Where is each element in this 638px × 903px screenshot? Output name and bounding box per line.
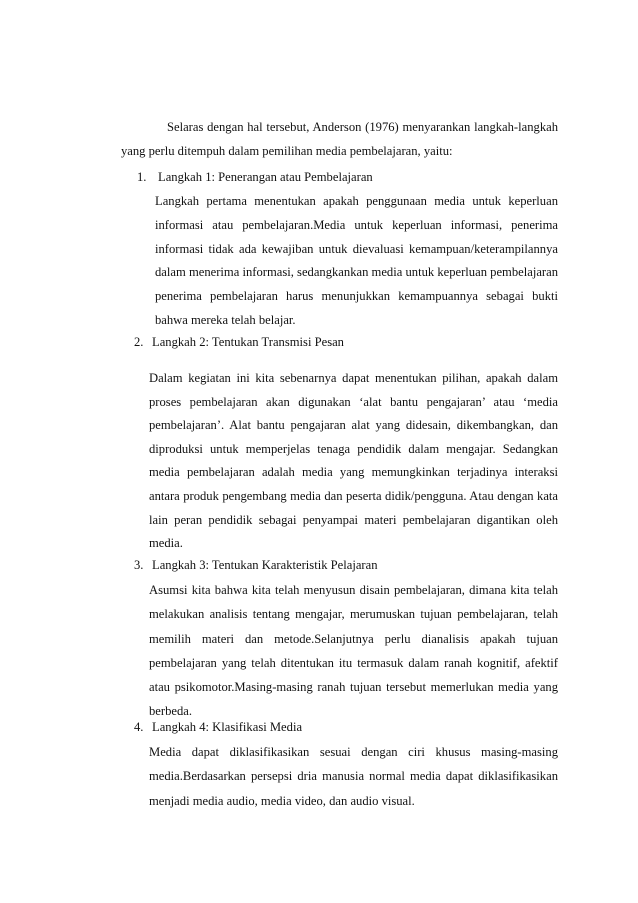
step-2-number: 2. [134,335,144,349]
step-1-body: Langkah pertama menentukan apakah penggunaan media untuk keperluan informasi atau pembelajaran.Media untuk keperluan informasi, penerima informasi tidak ada kewajiban untuk dievaluasi kemampuan/keterampilannya dalam menerima informasi, sedangkankan media untuk keperluan pembelajaran penerima pembelajaran harus menunjukkan kemampuannya sebagai bukti bahwa mereka telah belajar. [155,194,558,327]
step-2-heading [134,331,558,353]
step-2 [134,331,558,556]
step-1-title: Langkah 1: Penerangan atau Pembelajaran [158,170,373,184]
step-1-heading [137,166,558,188]
step-3-heading [134,554,558,576]
step-4-body: Media dapat diklasifikasikan sesuai dengan ciri khusus masing-masing media.Berdasarkan persepsi dria manusia normal media dapat diklasifikasikan menjadi media audio, media video, dan audio visual. [149,745,558,808]
step-3 [134,554,558,724]
step-4-heading [134,716,558,738]
step-2-title: Langkah 2: Tentukan Transmisi Pesan [152,335,344,349]
step-3-title: Langkah 3: Tentukan Karakteristik Pelajaran [152,558,378,572]
step-4-title: Langkah 4: Klasifikasi Media [152,720,303,734]
step-2-body: Dalam kegiatan ini kita sebenarnya dapat menentukan pilihan, apakah dalam proses pembelajaran akan digunakan ‘alat bantu pengajaran’ atau ‘media pembelajaran’. Alat bantu pengajaran alat yang didesain, dikembangkan, dan diproduksi untuk memperjelas tenaga pendidik dalam mengajar. Sedangkan media pembelajaran adalah media yang memungkinkan terjadinya interaksi antara produk pengembang media dan peserta didik/pengguna. Atau dengan kata lain peran pendidik sebagai penyampai materi pembelajaran digantikan oleh media. [149,371,558,551]
step-4 [134,716,558,813]
step-1 [137,166,558,333]
step-3-body: Asumsi kita bahwa kita telah menyusun disain pembelajaran, dimana kita telah melakukan analisis tentang mengajar, merumuskan tujuan pembelajaran, telah memilih materi dan metode.Selanjutnya perlu dianalisis apakah tujuan pembelajaran yang telah ditentukan itu termasuk dalam ranah kognitif, afektif atau psikomotor.Masing-masing ranah tujuan tersebut memerlukan media yang berbeda. [149,583,558,719]
step-1-number: 1. [137,170,147,184]
intro-paragraph: Selaras dengan hal tersebut, Anderson (1976) menyarankan langkah-langkah yang perlu ditempuh dalam pemilihan media pembelajaran, yaitu: [121,120,558,158]
step-4-number: 4. [134,720,144,734]
step-3-number: 3. [134,558,144,572]
